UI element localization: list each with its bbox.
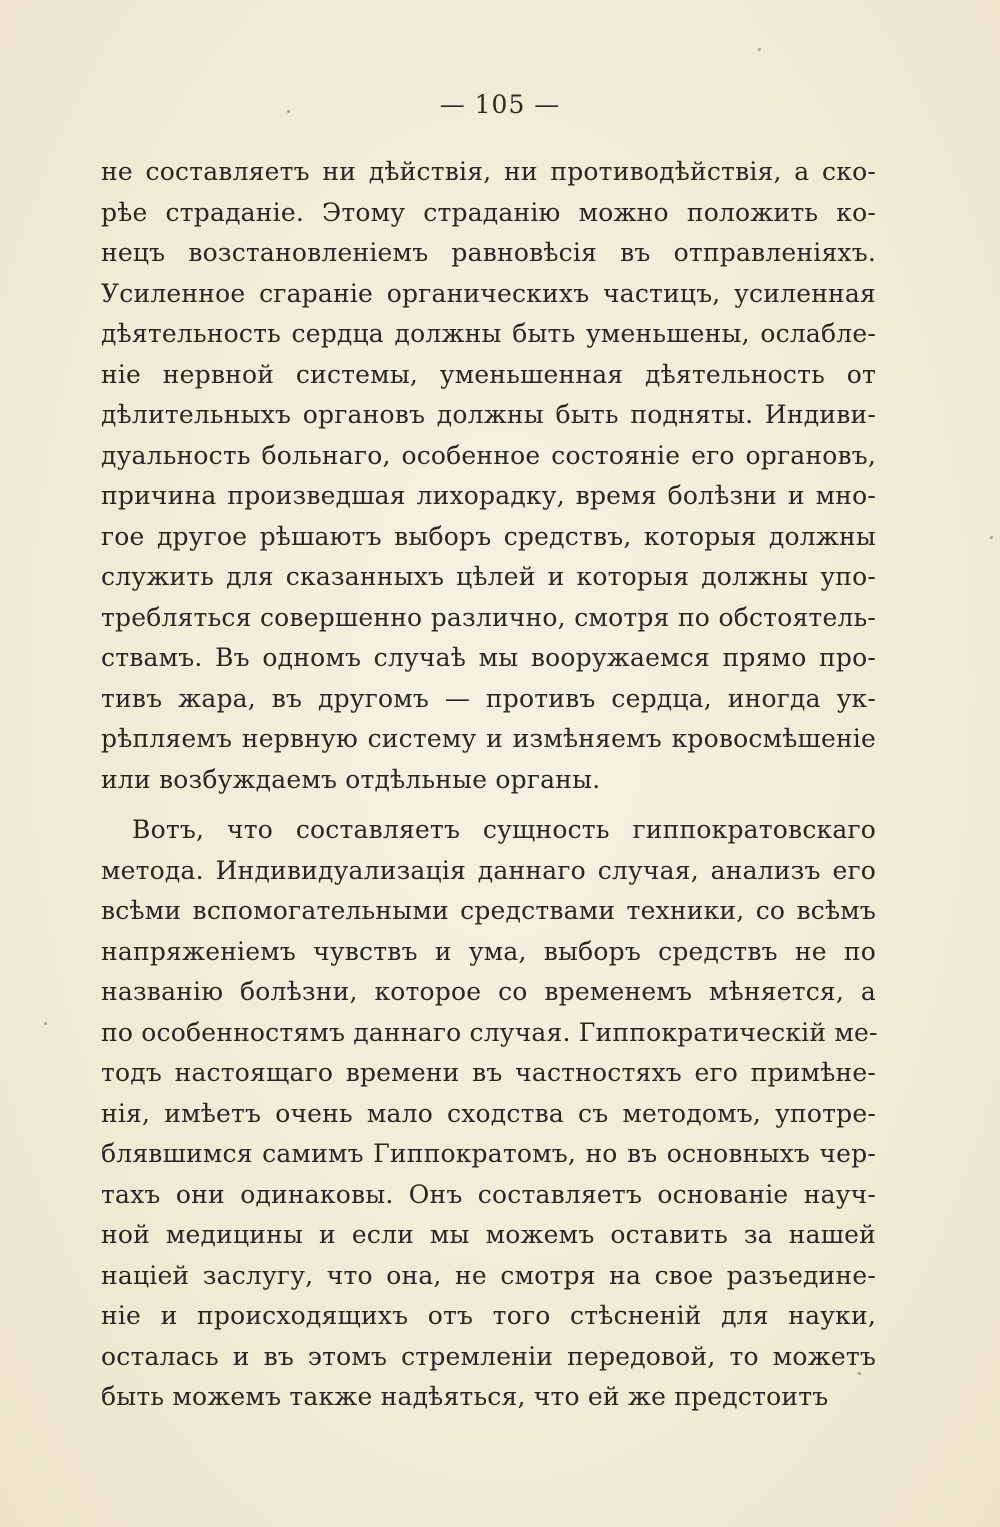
text-line: тахъ они одинаковы. Онъ составляетъ основаніе науч-	[101, 1179, 876, 1209]
text-line: Усиленное сгараніе органическихъ частицъ, усиленная	[101, 278, 876, 308]
text-line: тодъ настоящаго времени въ частностяхъ его примѣне-	[101, 1058, 876, 1087]
text-line: дѣятельность сердца должны быть уменьшены, ослабле-	[101, 319, 876, 348]
text-line: быть можемъ также надѣяться, что ей же предстоитъ	[101, 1382, 829, 1411]
text-line: ніе и происходящихъ отъ того стѣсненій для науки,	[101, 1301, 876, 1330]
text-line: дуальность больнаго, особенное состояніе его органовъ,	[101, 440, 876, 470]
text-line: метода. Индивидуализація даннаго случая, анализъ его	[101, 855, 876, 885]
page-number: — 105 —	[439, 90, 561, 119]
text-line: блявшимся самимъ Гиппократомъ, но въ основныхъ чер-	[101, 1139, 876, 1168]
body-text	[101, 152, 876, 1418]
text-line: гое другое рѣшаютъ выборъ средствъ, которыя должны	[101, 521, 876, 551]
paragraph-1	[101, 152, 876, 800]
text-line: націей заслугу, что она, не смотря на свое разъедине-	[101, 1260, 876, 1290]
paper-speck	[287, 110, 290, 113]
text-line: или возбуждаемъ отдѣльные органы.	[101, 764, 601, 794]
paper-speck	[858, 1372, 861, 1375]
paper-speck	[990, 536, 993, 539]
text-line: по особенностямъ даннаго случая. Гиппократическій ме-	[101, 1017, 878, 1047]
text-line: ной медицины и если мы можемъ оставить за нашей	[101, 1220, 876, 1249]
text-line: ствамъ. Въ одномъ случаѣ мы вооружаемся прямо про-	[101, 643, 876, 672]
text-line: служить для сказанныхъ цѣлей и которыя должны упо-	[101, 562, 876, 591]
text-line: Вотъ, что составляетъ сущность гиппократовскаго	[132, 815, 876, 844]
text-line: осталась и въ этомъ стремленіи передовой, то можетъ	[101, 1341, 876, 1371]
text-line: нецъ возстановленіемъ равновѣсія въ отправленіяхъ.	[101, 238, 876, 267]
text-line: напряженіемъ чувствъ и ума, выборъ средствъ не по	[101, 936, 876, 966]
paragraph-gap	[101, 800, 876, 810]
text-line: причина произведшая лихорадку, время болѣзни и мно-	[101, 481, 876, 510]
text-line: нія, имѣетъ очень мало сходства съ методомъ, употре-	[101, 1098, 876, 1128]
text-line: ніе нервной системы, уменьшенная дѣятельность от	[101, 359, 876, 389]
text-line: рѣе страданіе. Этому страданію можно положить ко-	[101, 197, 876, 227]
paper-speck	[758, 48, 761, 51]
text-line: названію болѣзни, которое со временемъ мѣняется, а	[101, 977, 876, 1006]
paper-speck	[44, 1022, 47, 1025]
text-line: рѣпляемъ нервную систему и измѣняемъ кровосмѣшеніе	[101, 724, 876, 753]
text-line: дѣлительныхъ органовъ должны быть подняты. Индиви-	[101, 400, 876, 429]
text-line: всѣми вспомогательными средствами техники, со всѣмъ	[101, 896, 876, 925]
text-line: требляться совершенно различно, смотря по обстоятель-	[101, 602, 876, 632]
text-line: тивъ жара, въ другомъ — противъ сердца, иногда ук-	[101, 683, 876, 713]
text-line: не составляетъ ни дѣйствія, ни противодѣйствія, а ско-	[101, 157, 876, 186]
paragraph-2	[101, 810, 876, 1418]
